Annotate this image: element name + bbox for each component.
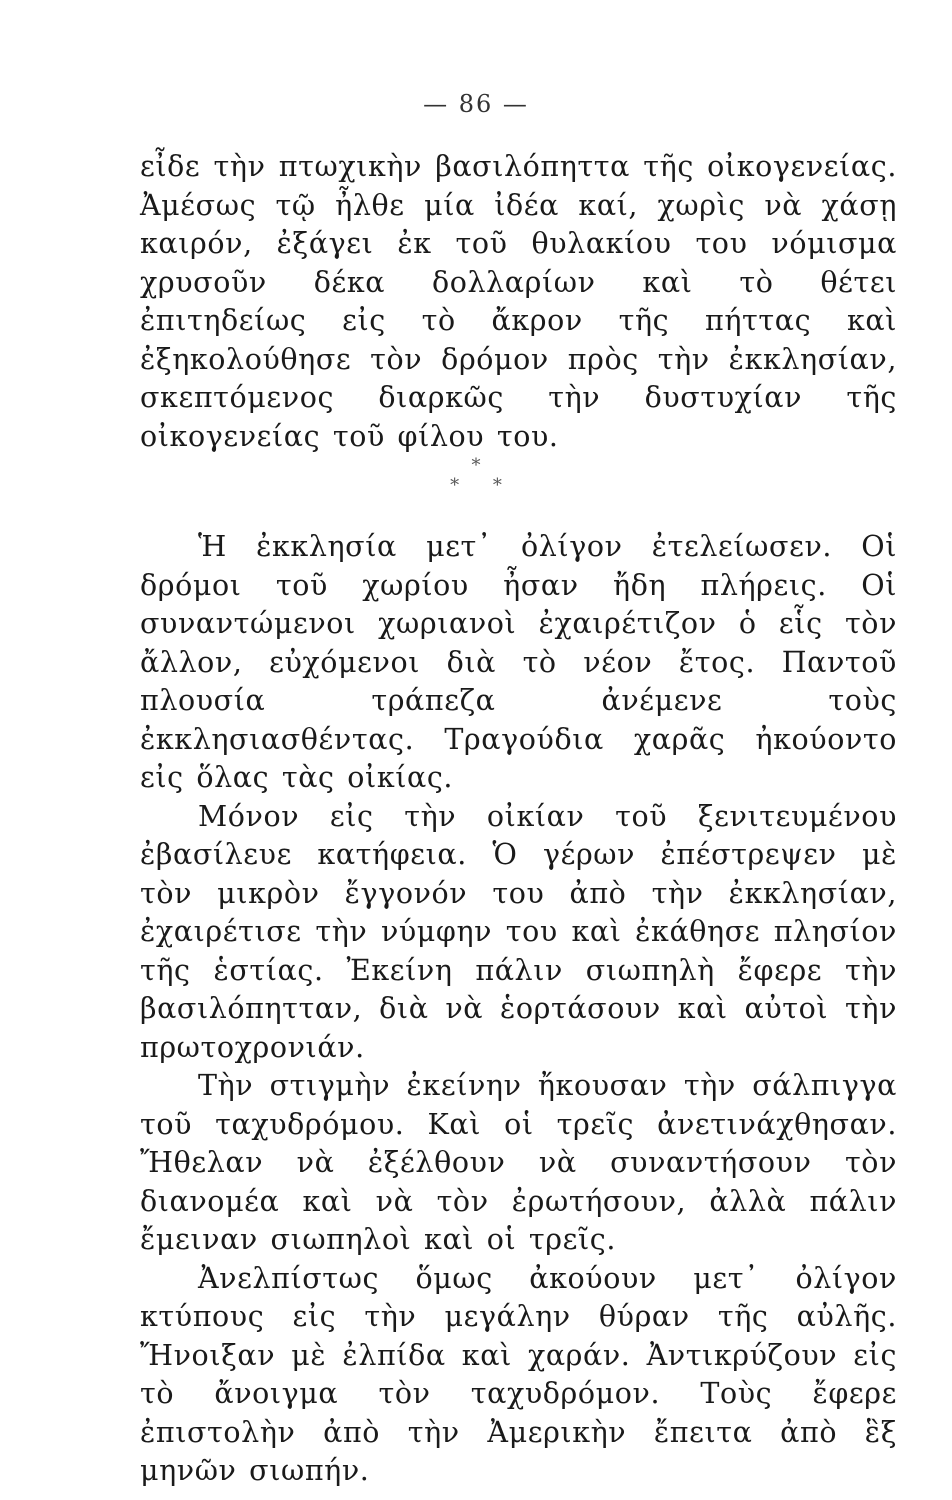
paragraph-continuation: εἶδε τὴν πτωχικὴν βασιλόπηττα τῆς οἰκογενείας. Ἀμέσως τῷ ἦλθε μία ἰδέα καί, χωρὶς νὰ χάσῃ καιρόν, ἐξάγει ἐκ τοῦ θυλακίου του νόμισμα χρυσοῦν δέκα δολλαρίων καὶ τὸ θέτει ἐπιτηδείως εἰς τὸ ἄκρον τῆς πήττας καὶ ἐξηκολούθησε τὸν δρόμον πρὸς τὴν ἐκκλησίαν, σκεπτόμενος διαρκῶς τὴν δυστυχίαν τῆς οἰκογενείας τοῦ φίλου του.: [140, 150, 897, 453]
section-separator: [0, 456, 952, 496]
main-text-block: [140, 528, 897, 1491]
paragraph: Τὴν στιγμὴν ἐκείνην ἤκουσαν τὴν σάλπιγγα τοῦ ταχυδρόμου. Καὶ οἱ τρεῖς ἀνετινάχθησαν. Ἤθελαν νὰ ἐξέλθουν νὰ συναντήσουν τὸν διανομέα καὶ νὰ τὸν ἐρωτήσουν, ἀλλὰ πάλιν ἔμειναν σιωπηλοὶ καὶ οἱ τρεῖς.: [140, 1069, 897, 1256]
paragraph: Μόνον εἰς τὴν οἰκίαν τοῦ ξενιτευμένου ἐβασίλευε κατήφεια. Ὁ γέρων ἐπέστρεψεν μὲ τὸν μικρὸν ἔγγονόν του ἀπὸ τὴν ἐκκλησίαν, ἐχαιρέτισε τὴν νύμφην του καὶ ἐκάθησε πλησίον τῆς ἑστίας. Ἐκείνη πάλιν σιωπηλὴ ἔφερε τὴν βασιλόπητταν, διὰ νὰ ἑορτάσουν καὶ αὐτοὶ τὴν πρωτοχρονιάν.: [140, 799, 897, 1064]
paragraph: Ἡ ἐκκλησία μετ᾽ ὀλίγον ἐτελείωσεν. Οἱ δρόμοι τοῦ χωρίου ἦσαν ἤδη πλήρεις. Οἱ συναντώμενοι χωριανοὶ ἐχαιρέτιζον ὁ εἷς τὸν ἄλλον, εὐχόμενοι διὰ τὸ νέον ἔτος. Παντοῦ πλουσία τράπεζα ἀνέμενε τοὺς ἐκκλησιασθέντας. Τραγούδια χαρᾶς ἠκούοντο εἰς ὅλας τὰς οἰκίας.: [140, 530, 897, 794]
page-number: — 86 —: [423, 90, 529, 118]
paragraph: Ἀνελπίστως ὅμως ἀκούουν μετ᾽ ὀλίγον κτύπους εἰς τὴν μεγάλην θύραν τῆς αὐλῆς. Ἤνοιξαν μὲ ἐλπίδα καὶ χαράν. Ἀντικρύζουν εἰς τὸ ἄνοιγμα τὸν ταχυδρόμον. Τοὺς ἔφερε ἐπιστολὴν ἀπὸ τὴν Ἀμερικὴν ἔπειτα ἀπὸ ἓξ μηνῶν σιωπήν.: [140, 1261, 897, 1487]
asterism-bottom: * *: [450, 475, 516, 496]
asterism-top: *: [471, 455, 481, 476]
continuation-text-block: [140, 148, 897, 456]
